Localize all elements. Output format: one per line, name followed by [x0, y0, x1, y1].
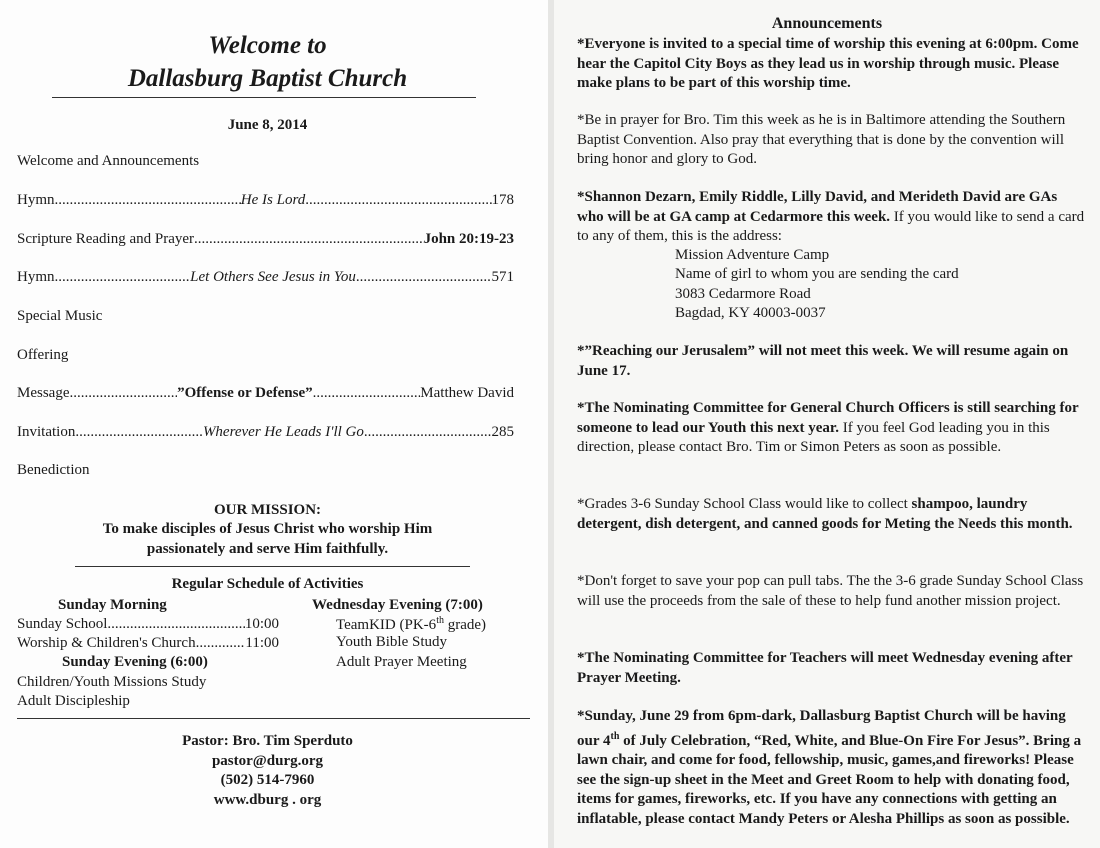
address-line-4: Bagdad, KY 40003-0037	[675, 305, 826, 321]
schedule-time: 10:00	[244, 616, 279, 632]
order-label: Welcome and Announcements	[17, 153, 200, 169]
celebration-sup: th	[610, 730, 620, 742]
schedule-row-youth-bible: Youth Bible Study	[336, 634, 448, 650]
teamkid-sup: th	[436, 615, 444, 626]
order-label: Message	[17, 385, 70, 401]
ga-camp-names: *Shannon Dezarn, Emily Riddle, Lilly David, and Merideth David are GAs who will be at GA camp at Cedarmore this week.	[577, 189, 1058, 225]
church-phone: (502) 514-7960	[220, 772, 315, 788]
welcome-title: Welcome to	[208, 32, 327, 59]
pastor-name: Pastor: Bro. Tim Sperduto	[182, 733, 353, 749]
mission-heading: OUR MISSION:	[213, 502, 322, 518]
schedule-time: 11:00	[245, 635, 279, 651]
mission-line-2: passionately and serve Him faithfully.	[146, 541, 389, 557]
schedule-title: Regular Schedule of Activities	[171, 576, 364, 592]
announcement-pull-tabs: *Don't forget to save your pop can pull tabs. The the 3-6 grade Sunday School Class will use the proceeds from the sale of these to help fund another mission project.	[577, 573, 1084, 609]
announcement-ga-camp	[577, 188, 1087, 247]
announcements-title: Announcements	[771, 15, 883, 32]
order-item-hymn-1	[17, 192, 514, 209]
wednesday-heading: Wednesday Evening (7:00)	[312, 597, 483, 613]
order-message-title: ”Offense or Defense”	[177, 385, 313, 401]
celebration-text-end: of July Celebration, “Red, White, and Blue-On Fire For Jesus”. Bring a lawn chair, and come for food, fellowship, music, games,and fireworks! Please see the sign-up sheet in the Meet and Greet Room to help with donating food, items for games, fireworks, etc. If you have any connections with getting an inflatable, please contact Mandy Peters or Alesha Phillips as soon as possible.	[577, 732, 1082, 827]
announcement-nominating-officers	[577, 399, 1087, 458]
order-scripture-ref: John 20:19-23	[423, 231, 514, 247]
church-website: www.dburg . org	[213, 792, 322, 808]
teamkid-text: TeamKID (PK-6	[336, 617, 437, 633]
order-item-hymn-2	[17, 269, 514, 286]
title-divider	[52, 97, 476, 98]
schedule-divider	[17, 718, 530, 719]
address-line-3: 3083 Cedarmore Road	[675, 286, 811, 302]
schedule-row-prayer-meeting: Adult Prayer Meeting	[336, 654, 467, 670]
order-item-scripture	[17, 231, 514, 248]
address-line-1: Mission Adventure Camp	[675, 247, 830, 263]
schedule-row-adult-discipleship: Adult Discipleship	[17, 693, 130, 709]
schedule-row-sunday-school	[17, 616, 279, 633]
nominating-officers-detail: If you feel God leading you in this direction, please contact Bro. Tim or Simon Peters as soon as possible.	[577, 419, 1050, 455]
order-hymn-number: 571	[491, 269, 515, 285]
announcement-reaching-jerusalem: *”Reaching our Jerusalem” will not meet this week. We will resume again on June 17.	[577, 343, 1069, 379]
order-label: Hymn	[17, 269, 55, 285]
bulletin-right-page	[554, 0, 1100, 848]
announcement-teachers-committee: *The Nominating Committee for Teachers will meet Wednesday evening after Prayer Meeting.	[577, 650, 1073, 686]
announcement-prayer-convention: *Be in prayer for Bro. Tim this week as he is in Baltimore attending the Southern Baptist Convention. Also pray that everything that is done by the convention will bring honor and glory to God.	[577, 112, 1066, 167]
order-speaker: Matthew David	[420, 385, 515, 401]
mission-line-1: To make disciples of Jesus Christ who worship Him	[102, 521, 433, 537]
ga-camp-detail: If you would like to send a card to any of them, this is the address:	[577, 208, 1085, 244]
teamkid-text-end: grade)	[443, 617, 487, 633]
address-line-2: Name of girl to whom you are sending the card	[675, 266, 959, 282]
celebration-text-start: *Sunday, June 29 from 6pm-dark, Dallasburg Baptist Church will be having our 4	[577, 708, 1066, 749]
nominating-officers-bold: *The Nominating Committee for General Church Officers is still searching for someone to lead our Youth this next year.	[577, 400, 1079, 436]
schedule-label: Worship & Children's Church	[17, 635, 196, 651]
order-hymn-number: 285	[491, 424, 514, 440]
order-hymn-title: Wherever He Leads I'll Go	[202, 424, 364, 440]
order-item-special-music	[17, 308, 514, 325]
schedule-row-missions-study: Children/Youth Missions Study	[17, 674, 207, 690]
schedule-label: Sunday School	[17, 616, 108, 632]
order-item-welcome	[17, 153, 514, 170]
service-date: June 8, 2014	[227, 117, 308, 133]
sunday-morning-heading: Sunday Morning	[58, 597, 167, 613]
order-item-invitation	[17, 424, 514, 441]
order-item-offering	[17, 347, 514, 364]
order-label: Scripture Reading and Prayer	[17, 231, 195, 247]
order-label: Benediction	[17, 462, 90, 478]
schedule-row-teamkid	[336, 615, 486, 634]
collection-items: shampoo, laundry detergent, dish detergent, and canned goods for Meting the Needs this month.	[577, 496, 1073, 532]
order-hymn-title: He Is Lord	[240, 192, 306, 208]
collection-intro: *Grades 3-6 Sunday School Class would like to collect	[577, 496, 912, 512]
schedule-row-worship	[17, 635, 279, 652]
sunday-evening-heading: Sunday Evening (6:00)	[62, 654, 208, 670]
pastor-email: pastor@durg.org	[211, 753, 324, 769]
bulletin-left-page	[0, 0, 548, 848]
order-label: Offering	[17, 347, 69, 363]
church-name-title: Dallasburg Baptist Church	[127, 65, 408, 92]
announcement-grades-collection	[577, 495, 1087, 534]
order-label: Hymn	[17, 192, 55, 208]
order-item-message	[17, 385, 514, 402]
order-label: Invitation	[17, 424, 76, 440]
announcement-july-celebration	[577, 707, 1087, 829]
order-hymn-title: Let Others See Jesus in You	[190, 269, 356, 285]
mission-divider	[75, 566, 470, 567]
order-item-benediction	[17, 462, 514, 479]
announcement-worship-evening: *Everyone is invited to a special time of worship this evening at 6:00pm. Come hear the Capitol City Boys as they lead us in worship through music. Please make plans to be part of this worship time.	[577, 36, 1079, 91]
order-label: Special Music	[17, 308, 103, 324]
order-hymn-number: 178	[491, 192, 515, 208]
